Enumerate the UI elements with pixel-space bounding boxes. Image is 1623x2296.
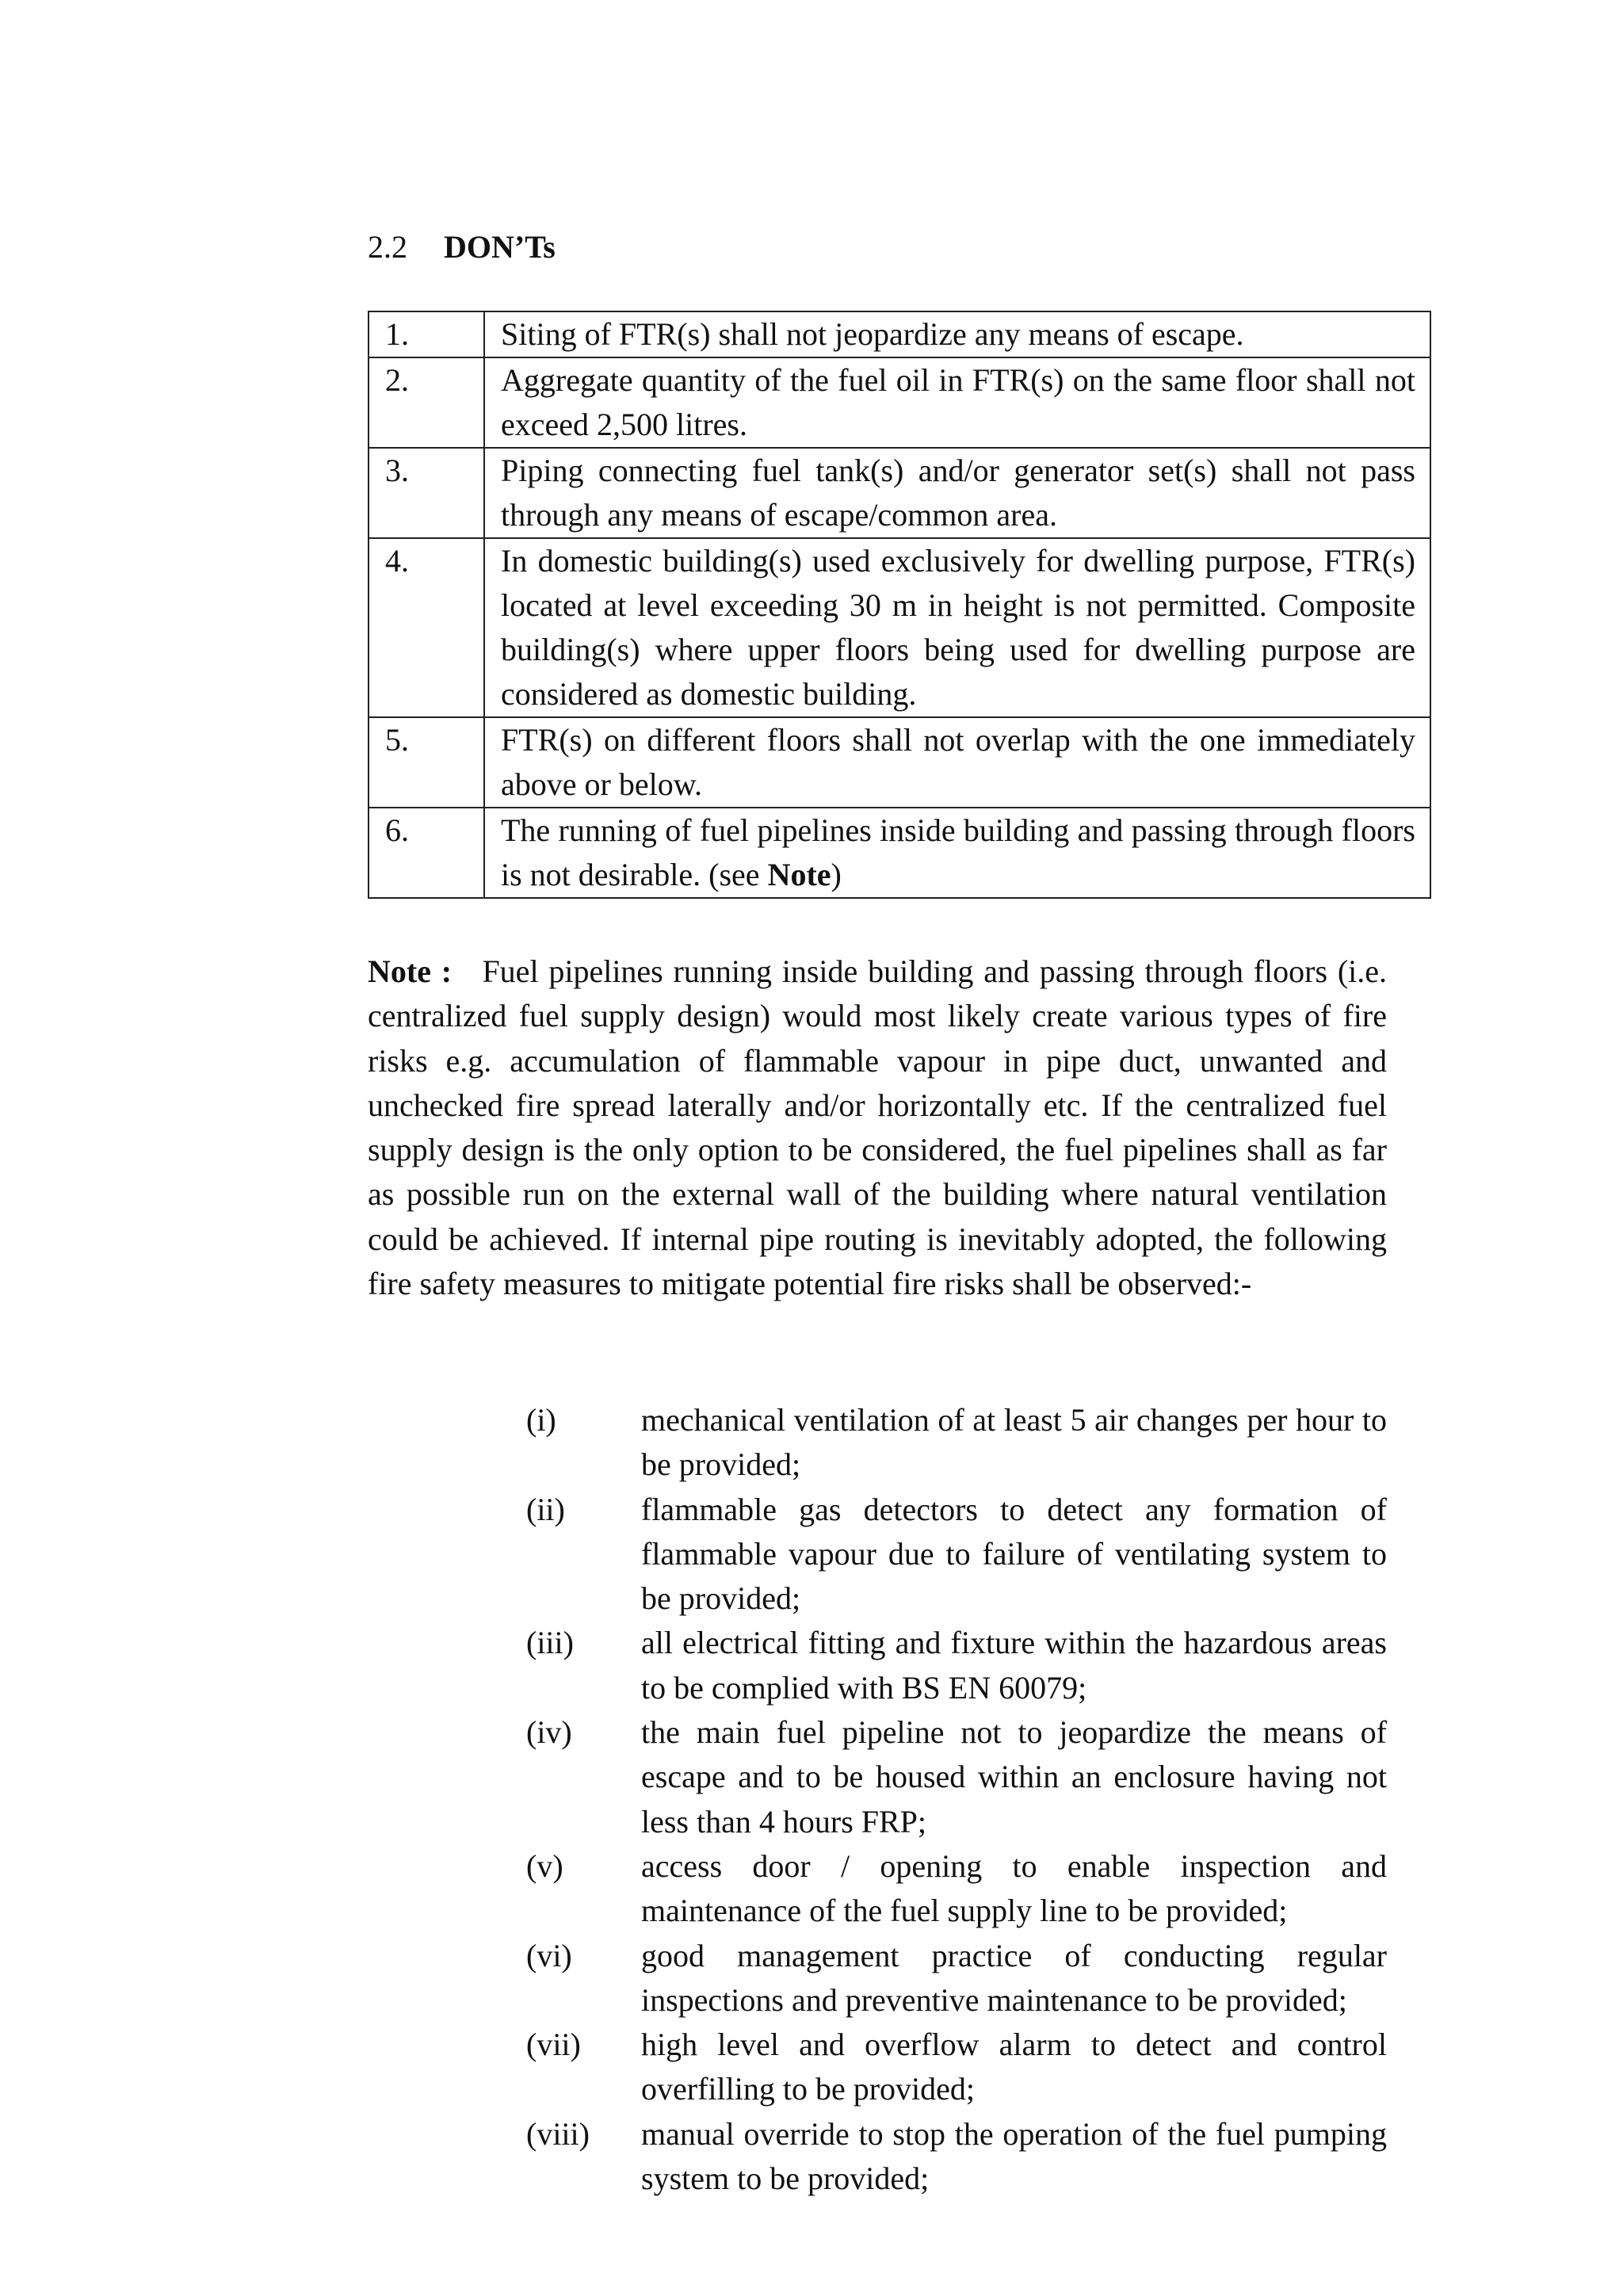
section-heading: [368, 226, 556, 269]
section-number: 2.2: [368, 229, 407, 265]
list-item: [526, 1488, 1387, 1622]
row-text-start: The running of fuel pipelines inside building and passing through floors is not desirable. (see: [501, 812, 1415, 892]
note-text: Fuel pipelines running inside building and passing through floors (i.e. centralized fuel supply design) would most likely create various types of fire risks e.g. accumulation of flammable vapour in pipe duct, unwanted and unchecked fire spread laterally and/or horizontally etc. If the centralized fuel supply design is the only option to be considered, the fuel pipelines shall as far as possible run on the external wall of the building where natural ventilation could be achieved. If internal pipe routing is inevitably adopted, the following fire safety measures to mitigate potential fire risks shall be observed:-: [368, 953, 1388, 1302]
list-item-text: manual override to stop the operation of the fuel pumping system to be provided;: [641, 2115, 1387, 2197]
list-item-numeral: (ii): [526, 1491, 565, 1527]
list-item-text: high level and overflow alarm to detect and control overfilling to be provided;: [641, 2027, 1387, 2107]
row-number: 2.: [369, 357, 484, 448]
list-item-numeral: (i): [526, 1402, 556, 1438]
list-item: [526, 2023, 1387, 2112]
row-number: 1.: [369, 311, 484, 357]
list-item: [526, 1844, 1387, 1934]
table-row: [369, 808, 1430, 898]
list-item: [526, 1710, 1387, 1844]
row-text: In domestic building(s) used exclusively for dwelling purpose, FTR(s) located at level exceeding 30 m in height is not permitted. Composite building(s) where upper floors being used for dwelling purpose are considered as domestic building.: [484, 538, 1430, 717]
list-item-numeral: (v): [526, 1847, 563, 1884]
row-text: Piping connecting fuel tank(s) and/or generator set(s) shall not pass through any means of escape/common area.: [484, 448, 1430, 538]
list-item-text: mechanical ventilation of at least 5 air changes per hour to be provided;: [641, 1402, 1387, 1483]
row-number: 3.: [369, 448, 484, 538]
table-row: [369, 717, 1430, 808]
table-row: [369, 311, 1430, 357]
row-text: [484, 808, 1430, 898]
donts-table: [368, 311, 1431, 899]
list-item-text: all electrical fitting and fixture within the hazardous areas to be complied with BS EN 60079;: [641, 1625, 1387, 1706]
row-text-end: ): [831, 857, 842, 892]
list-item: [526, 1621, 1387, 1710]
row-text: Aggregate quantity of the fuel oil in FTR(s) on the same floor shall not exceed 2,500 litres.: [484, 357, 1430, 448]
list-item-text: access door / opening to enable inspection and maintenance of the fuel supply line to be provided;: [641, 1847, 1387, 1929]
list-item: [526, 1934, 1387, 2023]
list-item-numeral: (iv): [526, 1714, 572, 1751]
row-text: Siting of FTR(s) shall not jeopardize any means of escape.: [484, 311, 1430, 357]
list-item-text: flammable gas detectors to detect any formation of flammable vapour due to failure of ventilating system to be provided;: [641, 1491, 1387, 1617]
table-row: [369, 538, 1430, 717]
row-number: 4.: [369, 538, 484, 717]
table-row: [369, 448, 1430, 538]
list-item-numeral: (viii): [526, 2115, 590, 2152]
note-reference: Note: [767, 857, 831, 892]
list-item-text: the main fuel pipeline not to jeopardize the means of escape and to be housed within an enclosure having not less than 4 hours FRP;: [641, 1714, 1387, 1839]
list-item-numeral: (vii): [526, 2027, 581, 2063]
note-label: Note :: [368, 953, 453, 989]
row-text: FTR(s) on different floors shall not overlap with the one immediately above or below.: [484, 717, 1430, 808]
list-item-numeral: (vi): [526, 1937, 572, 1973]
section-title: DON’Ts: [444, 229, 556, 265]
list-item: [526, 1398, 1387, 1488]
list-item: [526, 2112, 1387, 2202]
row-number: 5.: [369, 717, 484, 808]
row-number: 6.: [369, 808, 484, 898]
table-row: [369, 357, 1430, 448]
safety-measures-list: [526, 1398, 1387, 2201]
list-item-numeral: (iii): [526, 1625, 574, 1661]
note-paragraph: [368, 949, 1387, 1306]
list-item-text: good management practice of conducting regular inspections and preventive maintenance to be provided;: [641, 1937, 1387, 2018]
